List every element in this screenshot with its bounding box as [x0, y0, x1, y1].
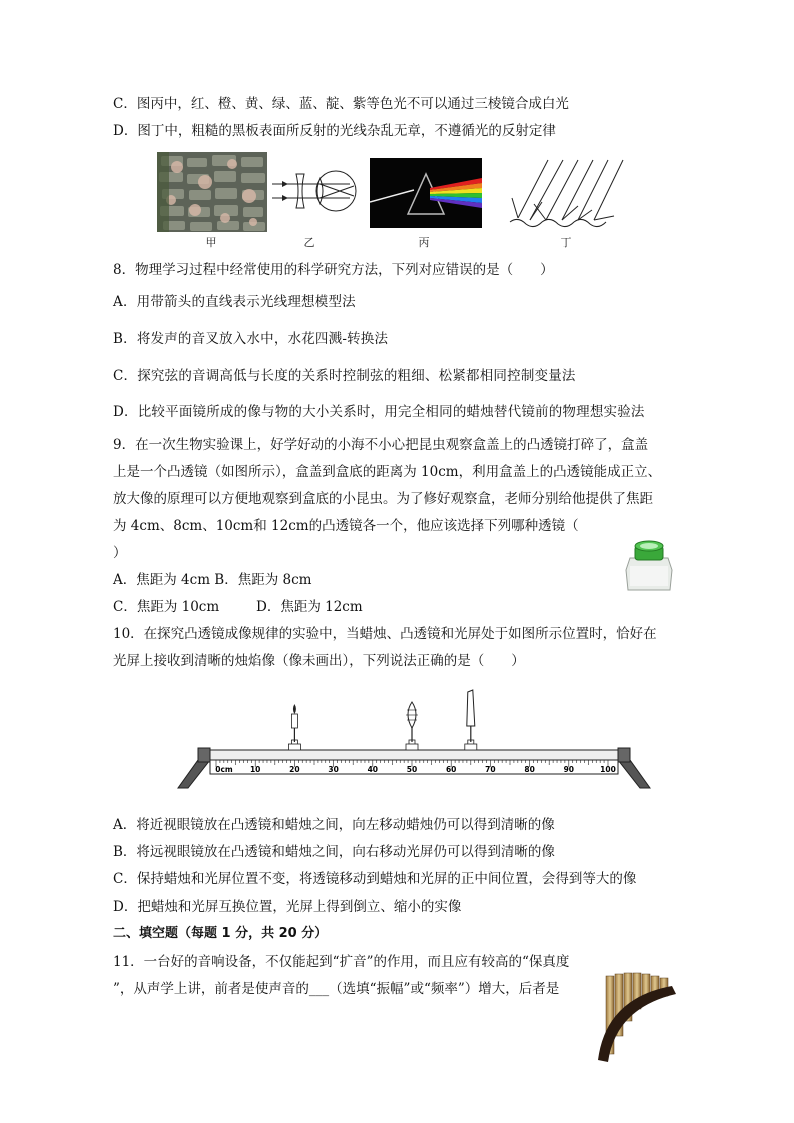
- photo-bing-prism: [370, 158, 482, 228]
- optical-bench-figure: [176, 686, 652, 794]
- q10-option-a: A．将近视眼镜放在凸透镜和蜡烛之间，向左移动蜡烛仍可以得到清晰的像: [113, 817, 555, 833]
- ruler-label: 40: [367, 765, 379, 774]
- caption-bing: 丙: [418, 236, 430, 249]
- diagram-yi-eye-lens: [270, 160, 362, 226]
- ruler-label: 70: [485, 765, 496, 774]
- caption-jia: 甲: [205, 236, 217, 249]
- q9-options-ab: A．焦距为 4cm B．焦距为 8cm: [113, 572, 312, 588]
- q8-option-c: C．探究弦的音调高低与长度的关系时控制弦的粗细、松紧都相同控制变量法: [113, 368, 576, 384]
- ruler-label: 0cm: [215, 765, 233, 774]
- q9-option-d: D．焦距为 12cm: [256, 599, 363, 615]
- ruler-label: 100: [600, 765, 616, 774]
- q10-option-c: C．保持蜡烛和光屏位置不变，将透镜移动到蜡烛和光屏的正中间位置，会得到等大的像: [113, 871, 637, 887]
- insect-box-magnifier-image: [624, 536, 674, 594]
- convex-lens: [406, 702, 418, 750]
- section-2-heading: 二、填空题（每题 1 分，共 20 分）: [113, 926, 328, 941]
- ruler-label: 60: [445, 765, 457, 774]
- caption-ding: 丁: [560, 236, 572, 249]
- ruler-label: 90: [563, 765, 575, 774]
- ruler-label: 20: [289, 765, 300, 774]
- light-screen: [465, 690, 477, 750]
- ruler-label: 10: [249, 765, 261, 774]
- q7-option-d: D．图丁中，粗糙的黑板表面所反射的光线杂乱无章，不遵循光的反射定律: [113, 123, 556, 139]
- q9-stem-line2: 上是一个凸透镜（如图所示），盒盖到盒底的距离为 10cm，利用盒盖上的凸透镜能成正立、: [113, 464, 662, 480]
- q10-option-d: D．把蜡烛和光屏互换位置，光屏上得到倒立、缩小的实像: [113, 899, 462, 915]
- q9-stem-line5: ）: [113, 545, 127, 561]
- q9-stem-line4: 为 4cm、8cm、10cm和 12cm的凸透镜各一个，他应该选择下列哪种透镜（: [113, 518, 579, 534]
- ruler-label: 30: [328, 765, 339, 774]
- photo-jia-stone-path: [157, 152, 267, 232]
- q11-line1: 11．一台好的音响设备，不仅能起到“扩音”的作用，而且应有较高的“保真度: [113, 954, 570, 970]
- q9-option-c: C．焦距为 10cm: [113, 599, 220, 615]
- pan-flute-image: [592, 968, 678, 1064]
- q7-option-c: C．图丙中，红、橙、黄、绿、蓝、靛、紫等色光不可以通过三棱镜合成白光: [113, 96, 569, 112]
- q8-option-d: D．比较平面镜所成的像与物的大小关系时，用完全相同的蜡烛替代镜前的物理想实验法: [113, 404, 645, 420]
- q8-option-b: B．将发声的音叉放入水中，水花四溅-转换法: [113, 331, 389, 347]
- optical-bench-svg: [176, 686, 652, 794]
- q10-stem-line1: 10．在探究凸透镜成像规律的实验中，当蜡烛、凸透镜和光屏处于如图所示位置时，恰好在: [113, 626, 657, 642]
- q9-stem-line3: 放大像的原理可以方便地观察到盒底的小昆虫。为了修好观察盒，老师分别给他提供了焦距: [113, 491, 653, 507]
- candle: [288, 704, 300, 750]
- caption-yi: 乙: [303, 236, 315, 249]
- q8-option-a: A．用带箭头的直线表示光线理想模型法: [113, 294, 356, 310]
- q10-stem-line2: 光屏上接收到清晰的烛焰像（像未画出），下列说法正确的是（ ）: [113, 653, 525, 669]
- ruler-label: 80: [524, 765, 535, 774]
- q11-line2: ”，从声学上讲，前者是使声音的___（选填“振幅”或“频率”）增大，后者是: [113, 981, 560, 997]
- q10-option-b: B．将远视眼镜放在凸透镜和蜡烛之间，向右移动光屏仍可以得到清晰的像: [113, 844, 555, 860]
- q9-stem-line1: 9．在一次生物实验课上，好学好动的小海不小心把昆虫观察盒盖上的凸透镜打碎了，盒盖: [113, 437, 649, 453]
- q8-stem: 8．物理学习过程中经常使用的科学研究方法，下列对应错误的是（ ）: [113, 262, 554, 278]
- ruler-label: 50: [406, 765, 418, 774]
- diagram-ding-diffuse-reflection: [508, 158, 628, 232]
